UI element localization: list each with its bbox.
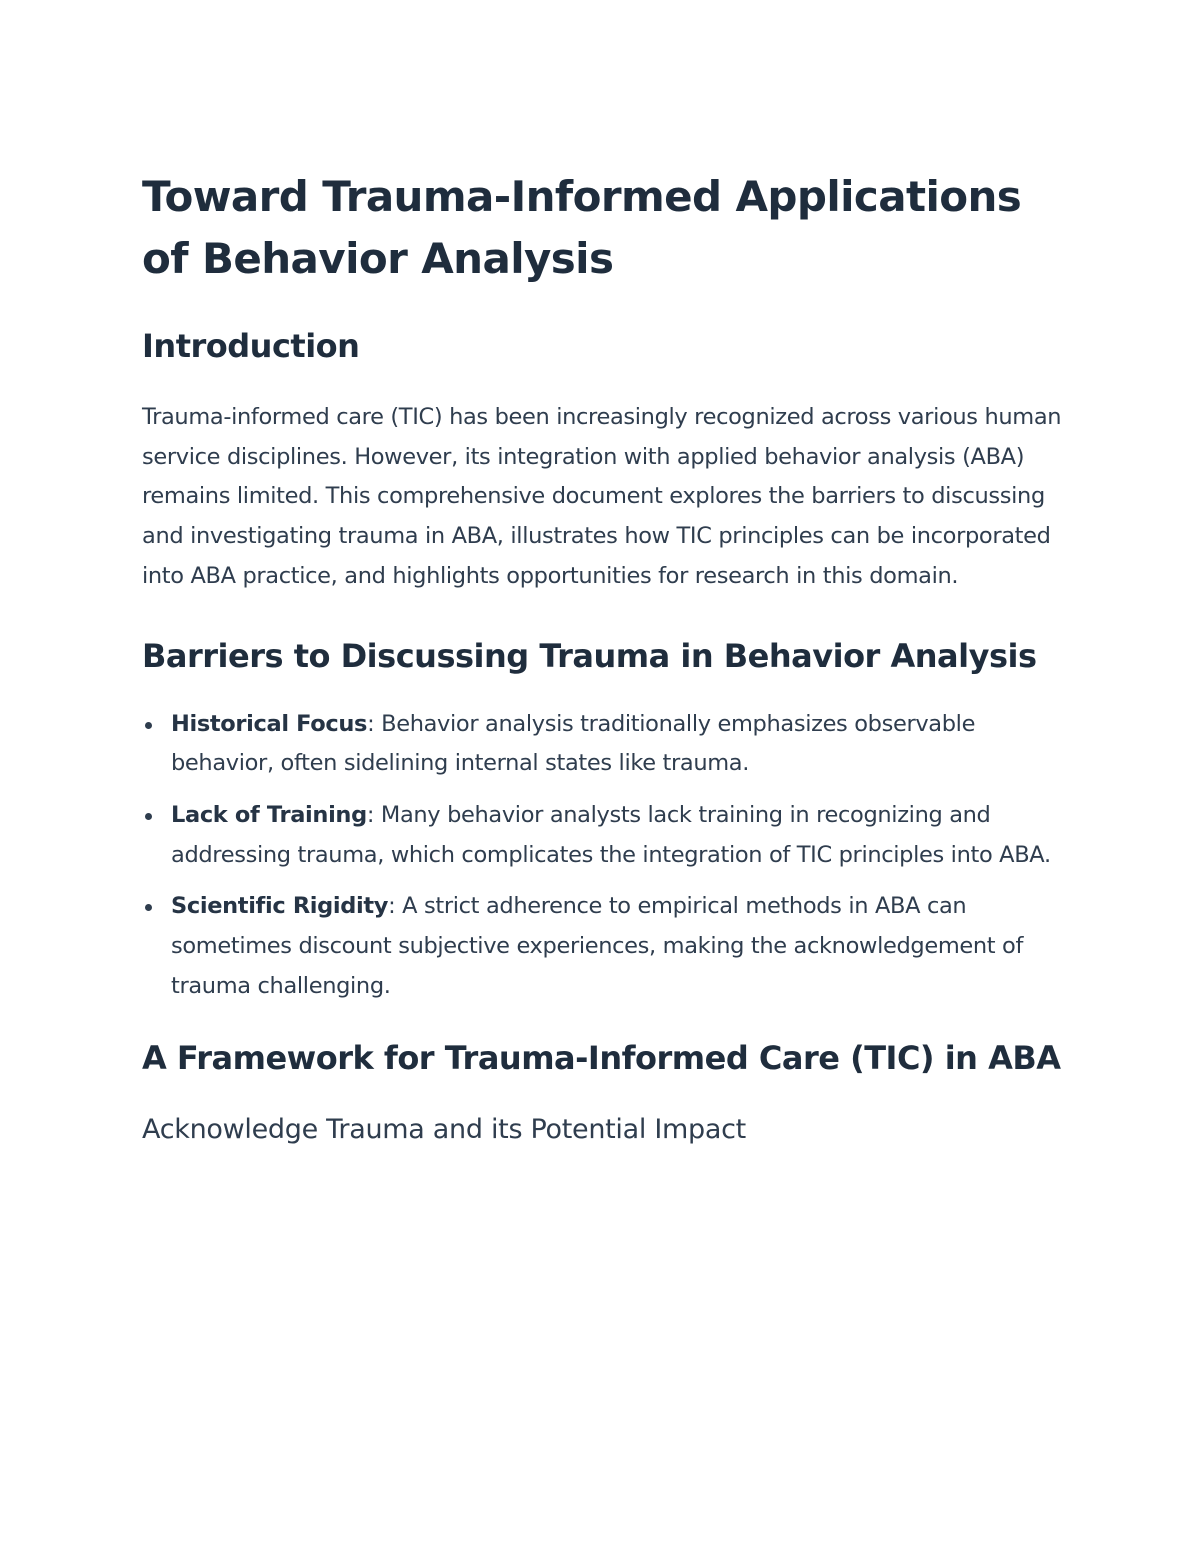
list-item-text: : A strict adherence to empirical methods in ABA can sometimes discount subjective experiences, making the acknowledgement of trauma challenging. — [171, 893, 1024, 999]
barriers-heading: Barriers to Discussing Trauma in Behavior Analysis — [142, 636, 1037, 675]
framework-subheading: Acknowledge Trauma and its Potential Impact — [142, 1114, 746, 1146]
framework-heading: A Framework for Trauma-Informed Care (TIC) in ABA — [142, 1039, 1061, 1078]
list-item — [142, 705, 1072, 784]
bullet-icon — [145, 813, 152, 820]
list-item-term: Scientific Rigidity — [171, 893, 389, 920]
bullet-icon — [145, 904, 152, 911]
introduction-heading: Introduction — [142, 327, 360, 365]
document-title: Toward Trauma-Informed Applications of Behavior Analysis — [142, 172, 1022, 283]
list-item-text: : Many behavior analysts lack training in recognizing and addressing trauma, which complicates the integration of TIC principles into ABA. — [171, 801, 1051, 868]
introduction-paragraph: Trauma-informed care (TIC) has been increasingly recognized across various human service disciplines. However, its integration with applied behavior analysis (ABA) remains limited. This comprehensive document explores the barriers to discussing and investigating trauma in ABA, illustrates how TIC principles can be incorporated into ABA practice, and highlights opportunities for research in this domain. — [142, 404, 1062, 589]
list-item-text: : Behavior analysis traditionally emphasizes observable behavior, often sidelining internal states like trauma. — [171, 710, 976, 777]
document-page — [142, 166, 1072, 1150]
list-item-term: Lack of Training — [171, 801, 367, 828]
list-item — [142, 796, 1072, 875]
list-item-term: Historical Focus — [171, 710, 368, 737]
list-item — [142, 887, 1072, 1006]
barriers-list — [142, 705, 1072, 1007]
bullet-icon — [145, 722, 152, 729]
